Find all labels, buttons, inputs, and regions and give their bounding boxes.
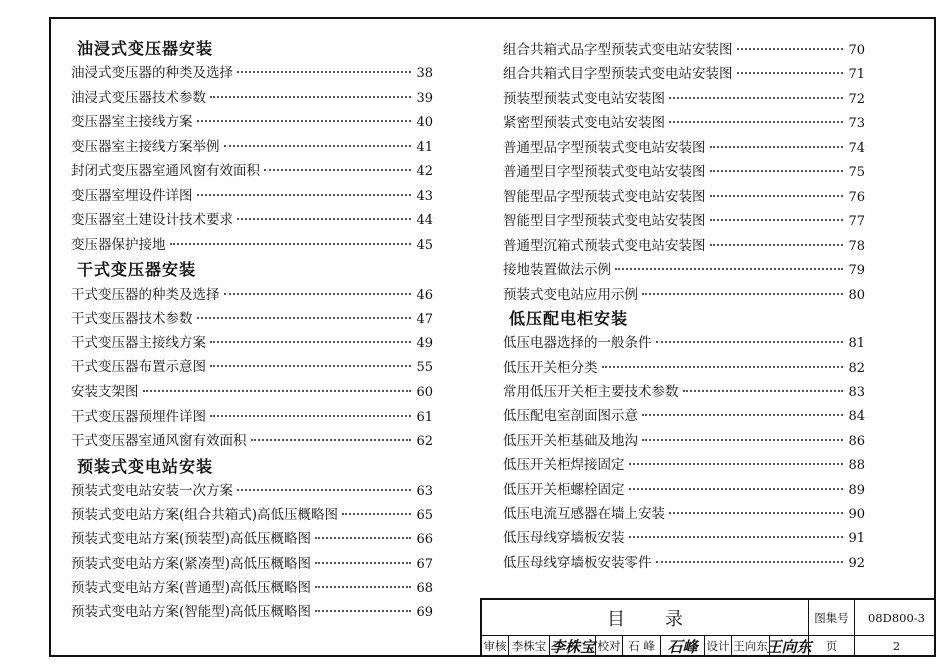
toc-entry[interactable]	[503, 38, 865, 58]
toc-entry-title: 低压配电室剖面图示意	[503, 408, 638, 424]
toc-entry[interactable]	[503, 502, 865, 522]
checker-name: 石 峰	[623, 635, 661, 657]
toc-entry-title: 智能型目字型预装式变电站安装图	[503, 213, 706, 229]
toc-entry-page: 75	[848, 165, 865, 180]
toc-entry[interactable]	[71, 552, 433, 572]
toc-entry-title: 油浸式变压器的种类及选择	[71, 65, 233, 81]
atlas-number: 08D800-3	[867, 610, 925, 625]
toc-entry[interactable]	[71, 159, 433, 179]
design-label: 设计	[705, 635, 732, 657]
toc-entry-title: 组合共箱式品字型预装式变电站安装图	[503, 42, 733, 58]
page-number: 2	[892, 639, 901, 653]
dot-leader	[210, 96, 411, 98]
toc-entry[interactable]	[503, 160, 865, 180]
dot-leader	[237, 218, 411, 220]
title-block	[480, 598, 936, 657]
dot-leader	[197, 194, 412, 196]
toc-entry-page: 65	[416, 508, 433, 523]
toc-entry-page: 90	[848, 507, 865, 522]
toc-entry-page: 61	[416, 410, 433, 425]
toc-entry-page: 43	[416, 189, 433, 204]
check-label: 校对	[596, 635, 623, 657]
section-title: 预装式变电站安装	[77, 457, 214, 476]
toc-entry[interactable]	[71, 184, 433, 204]
toc-entry-title: 变压器室埋设件详图	[71, 188, 193, 204]
toc-entry-title: 变压器保护接地	[71, 237, 166, 253]
dot-leader	[683, 390, 844, 392]
dot-leader	[710, 244, 844, 246]
toc-entry[interactable]	[71, 405, 433, 425]
toc-entry-page: 72	[848, 92, 865, 107]
toc-entry[interactable]	[71, 61, 433, 81]
toc-entry-page: 86	[848, 434, 865, 449]
toc-entry-page: 45	[416, 238, 433, 253]
dot-leader	[669, 97, 843, 99]
dot-leader	[237, 489, 411, 491]
dot-leader	[264, 169, 411, 171]
toc-entry-page: 78	[848, 239, 865, 254]
dot-leader	[602, 366, 844, 368]
dot-leader	[210, 341, 411, 343]
toc-entry-title: 预装式变电站安装一次方案	[71, 483, 233, 499]
toc-entry[interactable]	[503, 185, 865, 205]
dot-leader	[642, 439, 843, 441]
reviewer-name: 李株宝	[509, 635, 550, 657]
toc-entry-title: 预装式变电站方案(组合共箱式)高低压概略图	[71, 507, 339, 523]
dot-leader	[656, 561, 844, 563]
toc-entry[interactable]	[71, 429, 433, 449]
dot-leader	[224, 145, 412, 147]
toc-entry[interactable]	[503, 478, 865, 498]
toc-entry[interactable]	[71, 600, 433, 620]
toc-entry-title: 干式变压器技术参数	[71, 311, 193, 327]
toc-entry[interactable]	[503, 404, 865, 424]
toc-entry-page: 46	[416, 288, 433, 303]
checker-signature: 石峰	[661, 635, 705, 657]
toc-entry-title: 低压母线穿墙板安装零件	[503, 555, 652, 571]
toc-entry-title: 变压器室主接线方案	[71, 114, 193, 130]
toc-entry-page: 66	[416, 532, 433, 547]
toc-entry-title: 紧密型预装式变电站安装图	[503, 115, 665, 131]
atlas-number-label: 图集号	[809, 600, 855, 635]
designer-name: 王向东	[732, 635, 770, 657]
toc-entry[interactable]	[503, 356, 865, 376]
toc-entry-title: 接地装置做法示例	[503, 262, 611, 278]
dot-leader	[315, 610, 411, 612]
toc-entry-page: 71	[848, 67, 865, 82]
toc-entry-page: 82	[848, 361, 865, 376]
toc-entry-page: 81	[848, 336, 865, 351]
dot-leader	[737, 48, 844, 50]
dot-leader	[656, 341, 844, 343]
toc-entry-page: 79	[848, 263, 865, 278]
toc-entry-title: 智能型品字型预装式变电站安装图	[503, 189, 706, 205]
dot-leader	[251, 439, 412, 441]
toc-entry[interactable]	[71, 331, 433, 351]
designer-signature: 王向东	[770, 635, 809, 657]
toc-entry-title: 低压电流互感器在墙上安装	[503, 506, 665, 522]
dot-leader	[710, 219, 844, 221]
toc-entry[interactable]	[503, 209, 865, 229]
dot-leader	[629, 463, 844, 465]
toc-entry-page: 73	[848, 116, 865, 131]
toc-entry[interactable]	[503, 551, 865, 571]
dot-leader	[143, 390, 412, 392]
toc-entry-page: 49	[416, 336, 433, 351]
toc-entry-page: 76	[848, 190, 865, 205]
toc-entry[interactable]	[71, 503, 433, 523]
section-title: 油浸式变压器安装	[77, 39, 214, 58]
dot-leader	[669, 512, 843, 514]
toc-entry[interactable]	[503, 111, 865, 131]
toc-entry-title: 干式变压器预埋件详图	[71, 409, 206, 425]
title-block-top-row	[482, 600, 936, 636]
toc-entry-title: 低压母线穿墙板安装	[503, 530, 625, 546]
toc-entry-title: 组合共箱式目字型预装式变电站安装图	[503, 66, 733, 82]
toc-entry-page: 92	[848, 556, 865, 571]
dot-leader	[210, 415, 411, 417]
toc-entry-title: 干式变压器主接线方案	[71, 335, 206, 351]
toc-entry-title: 普通型沉箱式预装式变电站安装图	[503, 238, 706, 254]
dot-leader	[315, 586, 411, 588]
section-title: 干式变压器安装	[77, 260, 197, 279]
toc-entry[interactable]	[503, 136, 865, 156]
dot-leader	[629, 536, 844, 538]
toc-entry[interactable]	[503, 62, 865, 82]
toc-entry-page: 44	[416, 213, 433, 228]
toc-entry[interactable]	[71, 307, 433, 327]
toc-entry[interactable]	[71, 380, 433, 400]
toc-entry-page: 62	[416, 434, 433, 449]
toc-entry-title: 干式变压器布置示意图	[71, 359, 206, 375]
toc-entry[interactable]	[71, 283, 433, 303]
toc-entry-page: 91	[848, 531, 865, 546]
toc-entry-page: 41	[416, 140, 433, 155]
toc-entry[interactable]	[71, 208, 433, 228]
dot-leader	[197, 120, 412, 122]
dot-leader	[197, 317, 412, 319]
toc-entry[interactable]	[503, 87, 865, 107]
toc-entry-title: 封闭式变压器室通风窗有效面积	[71, 163, 260, 179]
toc-entry[interactable]	[71, 86, 433, 106]
toc-entry-title: 低压电器选择的一般条件	[503, 335, 652, 351]
toc-entry[interactable]	[71, 576, 433, 596]
dot-leader	[642, 293, 843, 295]
dot-leader	[237, 71, 411, 73]
toc-entry-title: 变压器室土建设计技术要求	[71, 212, 233, 228]
toc-entry[interactable]	[503, 429, 865, 449]
toc-entry-title: 预装式变电站方案(普通型)高低压概略图	[71, 580, 312, 596]
toc-entry-page: 70	[848, 43, 865, 58]
toc-entry-page: 55	[416, 360, 433, 375]
toc-entry-title: 普通型目字型预装式变电站安装图	[503, 164, 706, 180]
toc-entry-page: 83	[848, 385, 865, 400]
toc-entry-page: 69	[416, 605, 433, 620]
dot-leader	[642, 414, 843, 416]
toc-entry[interactable]	[503, 258, 865, 278]
toc-entry[interactable]	[71, 110, 433, 130]
reviewer-signature: 李株宝	[550, 635, 596, 657]
toc-entry[interactable]	[71, 527, 433, 547]
dot-leader	[710, 195, 844, 197]
toc-entry-title: 低压开关柜基础及地沟	[503, 433, 638, 449]
toc-entry-title: 低压开关柜螺栓固定	[503, 482, 625, 498]
toc-entry[interactable]	[71, 135, 433, 155]
toc-entry-title: 普通型品字型预装式变电站安装图	[503, 140, 706, 156]
toc-entry-title: 干式变压器室通风窗有效面积	[71, 433, 247, 449]
page-label: 页	[809, 635, 855, 657]
toc-entry-page: 60	[416, 385, 433, 400]
toc-entry[interactable]	[503, 234, 865, 254]
toc-entry-title: 干式变压器的种类及选择	[71, 287, 220, 303]
toc-entry-title: 预装型预装式变电站安装图	[503, 91, 665, 107]
toc-entry-page: 68	[416, 581, 433, 596]
toc-entry[interactable]	[71, 233, 433, 253]
toc-entry[interactable]	[503, 380, 865, 400]
toc-entry[interactable]	[71, 355, 433, 375]
review-label: 审核	[482, 635, 509, 657]
dot-leader	[710, 146, 844, 148]
toc-entry-title: 变压器室主接线方案举例	[71, 139, 220, 155]
dot-leader	[737, 72, 844, 74]
drawing-title: 目录	[482, 600, 809, 635]
toc-entry-title: 预装式变电站方案(紧凑型)高低压概略图	[71, 556, 312, 572]
toc-entry-title: 低压开关柜分类	[503, 360, 598, 376]
toc-entry-page: 63	[416, 484, 433, 499]
toc-entry-title: 油浸式变压器技术参数	[71, 90, 206, 106]
toc-entry-page: 88	[848, 458, 865, 473]
toc-entry[interactable]	[503, 331, 865, 351]
toc-entry-page: 80	[848, 288, 865, 303]
toc-entry[interactable]	[503, 453, 865, 473]
dot-leader	[315, 562, 411, 564]
toc-entry-title: 预装式变电站方案(预装型)高低压概略图	[71, 531, 312, 547]
toc-entry-page: 40	[416, 115, 433, 130]
toc-entry-title: 安装支架图	[71, 384, 139, 400]
dot-leader	[224, 293, 412, 295]
toc-entry-page: 74	[848, 141, 865, 156]
toc-entry-page: 39	[416, 91, 433, 106]
dot-leader	[170, 243, 412, 245]
dot-leader	[710, 170, 844, 172]
toc-entry-title: 预装式变电站方案(智能型)高低压概略图	[71, 604, 312, 620]
title-block-signature-row	[482, 635, 936, 657]
dot-leader	[629, 488, 844, 490]
toc-entry[interactable]	[503, 526, 865, 546]
toc-entry-page: 67	[416, 557, 433, 572]
toc-entry[interactable]	[71, 479, 433, 499]
dot-leader	[615, 268, 843, 270]
toc-entry-page: 42	[416, 164, 433, 179]
toc-entry[interactable]	[503, 283, 865, 303]
toc-entry-title: 常用低压开关柜主要技术参数	[503, 384, 679, 400]
dot-leader	[210, 365, 411, 367]
toc-entry-page: 38	[416, 66, 433, 81]
toc-entry-page: 84	[848, 409, 865, 424]
dot-leader	[342, 513, 411, 515]
toc-entry-title: 低压开关柜焊接固定	[503, 457, 625, 473]
dot-leader	[669, 121, 843, 123]
section-title: 低压配电柜安装	[509, 309, 629, 328]
toc-entry-title: 预装式变电站应用示例	[503, 287, 638, 303]
toc-entry-page: 47	[416, 312, 433, 327]
dot-leader	[315, 537, 411, 539]
toc-entry-page: 89	[848, 483, 865, 498]
toc-entry-page: 77	[848, 214, 865, 229]
